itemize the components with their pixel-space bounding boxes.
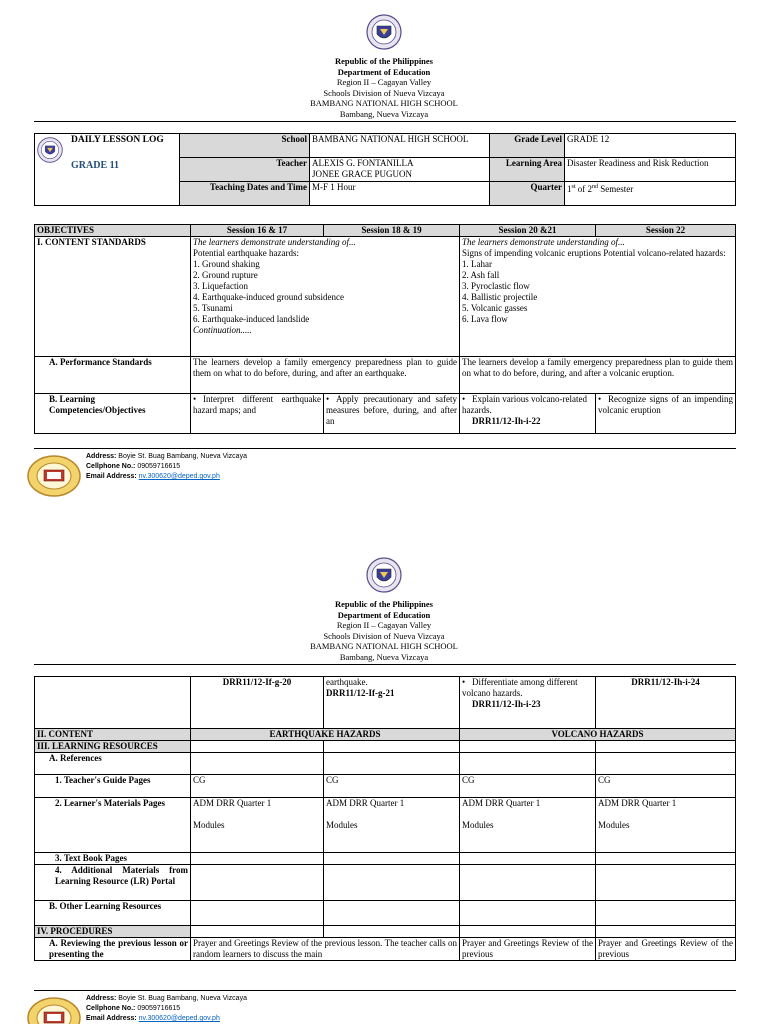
vol-intro: The learners demonstrate understanding of... <box>462 237 625 247</box>
teacher-label: Teacher <box>180 158 310 182</box>
session-head: Session 20 &21 <box>460 225 596 237</box>
vol-line: 2. Ash fall <box>462 270 500 280</box>
session-head: Session 18 & 19 <box>324 225 460 237</box>
competency-3-code: DRR11/12-Ih-i-22 <box>472 416 541 426</box>
competency-3: • Explain various volcano-related hazards. DRR11/12-Ih-i-22 <box>460 394 596 434</box>
learning-area-value: Disaster Readiness and Risk Reduction <box>565 158 736 182</box>
earthquake-standards-cell <box>191 237 460 357</box>
header-divider <box>34 664 736 665</box>
dll-title-cell <box>35 134 180 206</box>
tg-value: CG <box>596 775 736 798</box>
quarter-value: 1st of 2nd Semester <box>565 182 736 206</box>
address-value: Boyie St. Buag Bambang, Nueva Vizcaya <box>118 453 247 460</box>
republic-line: Republic of the Philippines <box>334 599 433 609</box>
town-line: Bambang, Nueva Vizcaya <box>339 108 429 119</box>
phone-label: Cellphone No.: <box>86 1005 136 1012</box>
letterhead <box>0 56 768 120</box>
footer <box>0 452 768 512</box>
teacher-value <box>310 158 490 182</box>
vol-line: 4. Ballistic projectile <box>462 292 538 302</box>
header-divider <box>34 121 736 122</box>
eq-intro: The learners demonstrate understanding of... <box>193 237 356 247</box>
eq-line: 2. Ground rupture <box>193 270 258 280</box>
learning-area-label: Learning Area <box>490 158 565 182</box>
vol-line: 3. Pyroclastic flow <box>462 281 530 291</box>
division-line: Schools Division of Nueva Vizcaya <box>323 630 445 641</box>
lm-value: ADM DRR Quarter 1 Modules <box>324 798 460 853</box>
vol-line: 6. Lava flow <box>462 314 508 324</box>
department-line: Department of Education <box>337 66 431 77</box>
tg-label: 1. Teacher's Guide Pages <box>35 775 191 798</box>
volcano-standards-cell <box>460 237 736 357</box>
eq-hazards-label: EARTHQUAKE HAZARDS <box>191 729 460 741</box>
deped-seal-icon <box>366 557 402 593</box>
references-label: A. References <box>35 753 191 775</box>
tb-label: 3. Text Book Pages <box>35 853 191 865</box>
phone-value: 09059716615 <box>137 463 181 470</box>
objectives-table <box>34 224 736 434</box>
phone-label: Cellphone No.: <box>86 463 136 470</box>
department-line: Department of Education <box>337 609 431 620</box>
phone-value: 09059716615 <box>137 1005 181 1012</box>
footer-divider <box>34 448 736 449</box>
procedures-label: IV. PROCEDURES <box>35 926 191 938</box>
competency-1: • Interpret different earthquake hazard maps; and <box>191 394 324 434</box>
address-label: Address: <box>86 453 117 460</box>
tg-value: CG <box>460 775 596 798</box>
school-logo-icon <box>26 454 82 498</box>
session-head: Session 22 <box>596 225 736 237</box>
competency-3b: • Differentiate among different volcano hazards. DRR11/12-Ih-i-23 <box>460 677 596 729</box>
competency-code-2: DRR11/12-If-g-21 <box>326 688 395 698</box>
teacher-name-2: JONEE GRACE PUGUON <box>312 169 413 179</box>
am-label: 4. Additional Materials from Learning Resource (LR) Portal <box>35 865 191 901</box>
empty-cell <box>35 677 191 729</box>
eq-continuation: Continuation..... <box>193 325 252 335</box>
division-line: Schools Division of Nueva Vizcaya <box>323 87 445 98</box>
school-value: BAMBANG NATIONAL HIGH SCHOOL <box>310 134 490 158</box>
grade-level-value: GRADE 12 <box>565 134 736 158</box>
resources-label: III. LEARNING RESOURCES <box>35 741 191 753</box>
vol-line: Signs of impending volcanic eruptions Potential volcano-related hazards: <box>462 248 726 258</box>
lm-value: ADM DRR Quarter 1 Modules <box>191 798 324 853</box>
dates-label: Teaching Dates and Time <box>180 182 310 206</box>
content-standards-label: I. CONTENT STANDARDS <box>35 237 191 357</box>
eq-line: 1. Ground shaking <box>193 259 260 269</box>
footer <box>0 994 768 1024</box>
performance-vol: The learners develop a family emergency preparedness plan to guide them on what to do before, during, and after a volcanic eruption. <box>460 357 736 394</box>
lm-label: 2. Learner's Materials Pages <box>35 798 191 853</box>
vol-hazards-label: VOLCANO HAZARDS <box>460 729 736 741</box>
region-line: Region II – Cagayan Valley <box>336 77 432 88</box>
performance-standards-label: A. Performance Standards <box>35 357 191 394</box>
resources-table <box>34 676 736 961</box>
review-label: A. Reviewing the previous lesson or presenting the <box>35 938 191 961</box>
other-resources-label: B. Other Learning Resources <box>35 901 191 926</box>
deped-seal-small-icon <box>37 137 63 163</box>
school-line: BAMBANG NATIONAL HIGH SCHOOL <box>310 641 458 652</box>
region-line: Region II – Cagayan Valley <box>336 620 432 631</box>
dates-value: M-F 1 Hour <box>310 182 490 206</box>
session-head: Session 16 & 17 <box>191 225 324 237</box>
tg-value: CG <box>191 775 324 798</box>
eq-line: Potential earthquake hazards: <box>193 248 299 258</box>
performance-eq: The learners develop a family emergency preparedness plan to guide them on what to do before, during, and after an earthquake. <box>191 357 460 394</box>
address-label: Address: <box>86 995 117 1002</box>
competency-4: • Recognize signs of an impending volcanic eruption <box>596 394 736 434</box>
email-link[interactable]: nv.300620@deped.gov.ph <box>138 473 220 480</box>
competencies-label: B. Learning Competencies/Objectives <box>35 394 191 434</box>
school-line: BAMBANG NATIONAL HIGH SCHOOL <box>310 98 458 109</box>
vol-line: 5. Volcanic gasses <box>462 303 528 313</box>
review-vol: Prayer and Greetings Review of the previous <box>596 938 736 961</box>
competency-code-3: DRR11/12-Ih-i-23 <box>472 699 541 709</box>
eq-line: 5. Tsunami <box>193 303 233 313</box>
grade-label: GRADE 11 <box>71 160 120 171</box>
competency-2-end: earthquake. DRR11/12-If-g-21 <box>324 677 460 729</box>
eq-line: 4. Earthquake-induced ground subsidence <box>193 292 344 302</box>
email-label: Email Address: <box>86 473 137 480</box>
town-line: Bambang, Nueva Vizcaya <box>339 651 429 662</box>
email-label: Email Address: <box>86 1015 137 1022</box>
lm-value: ADM DRR Quarter 1 Modules <box>460 798 596 853</box>
quarter-label: Quarter <box>490 182 565 206</box>
teacher-name-1: ALEXIS G. FONTANILLA <box>312 158 414 168</box>
vol-line: 1. Lahar <box>462 259 492 269</box>
school-label: School <box>180 134 310 158</box>
grade-level-label: Grade Level <box>490 134 565 158</box>
content-label: II. CONTENT <box>35 729 191 741</box>
review-vol: Prayer and Greetings Review of the previous <box>460 938 596 961</box>
review-eq: Prayer and Greetings Review of the previous lesson. The teacher calls on random learners to discuss the main <box>191 938 460 961</box>
deped-seal-icon <box>366 14 402 50</box>
eq-line: 6. Earthquake-induced landslide <box>193 314 310 324</box>
tg-value: CG <box>324 775 460 798</box>
footer-divider <box>34 990 736 991</box>
address-value: Boyie St. Buag Bambang, Nueva Vizcaya <box>118 995 247 1002</box>
eq-line: 3. Liquefaction <box>193 281 248 291</box>
letterhead <box>0 599 768 663</box>
competency-code-1: DRR11/12-If-g-20 <box>191 677 324 729</box>
email-link[interactable]: nv.300620@deped.gov.ph <box>138 1015 220 1022</box>
lm-value: ADM DRR Quarter 1 Modules <box>596 798 736 853</box>
lesson-info-table <box>34 133 736 206</box>
dll-title: DAILY LESSON LOG <box>71 135 164 145</box>
republic-line: Republic of the Philippines <box>334 56 433 66</box>
competency-code-4: DRR11/12-Ih-i-24 <box>596 677 736 729</box>
objectives-head: OBJECTIVES <box>35 225 191 237</box>
competency-2: • Apply precautionary and safety measures before, during, and after an <box>324 394 460 434</box>
school-logo-icon <box>26 996 82 1024</box>
